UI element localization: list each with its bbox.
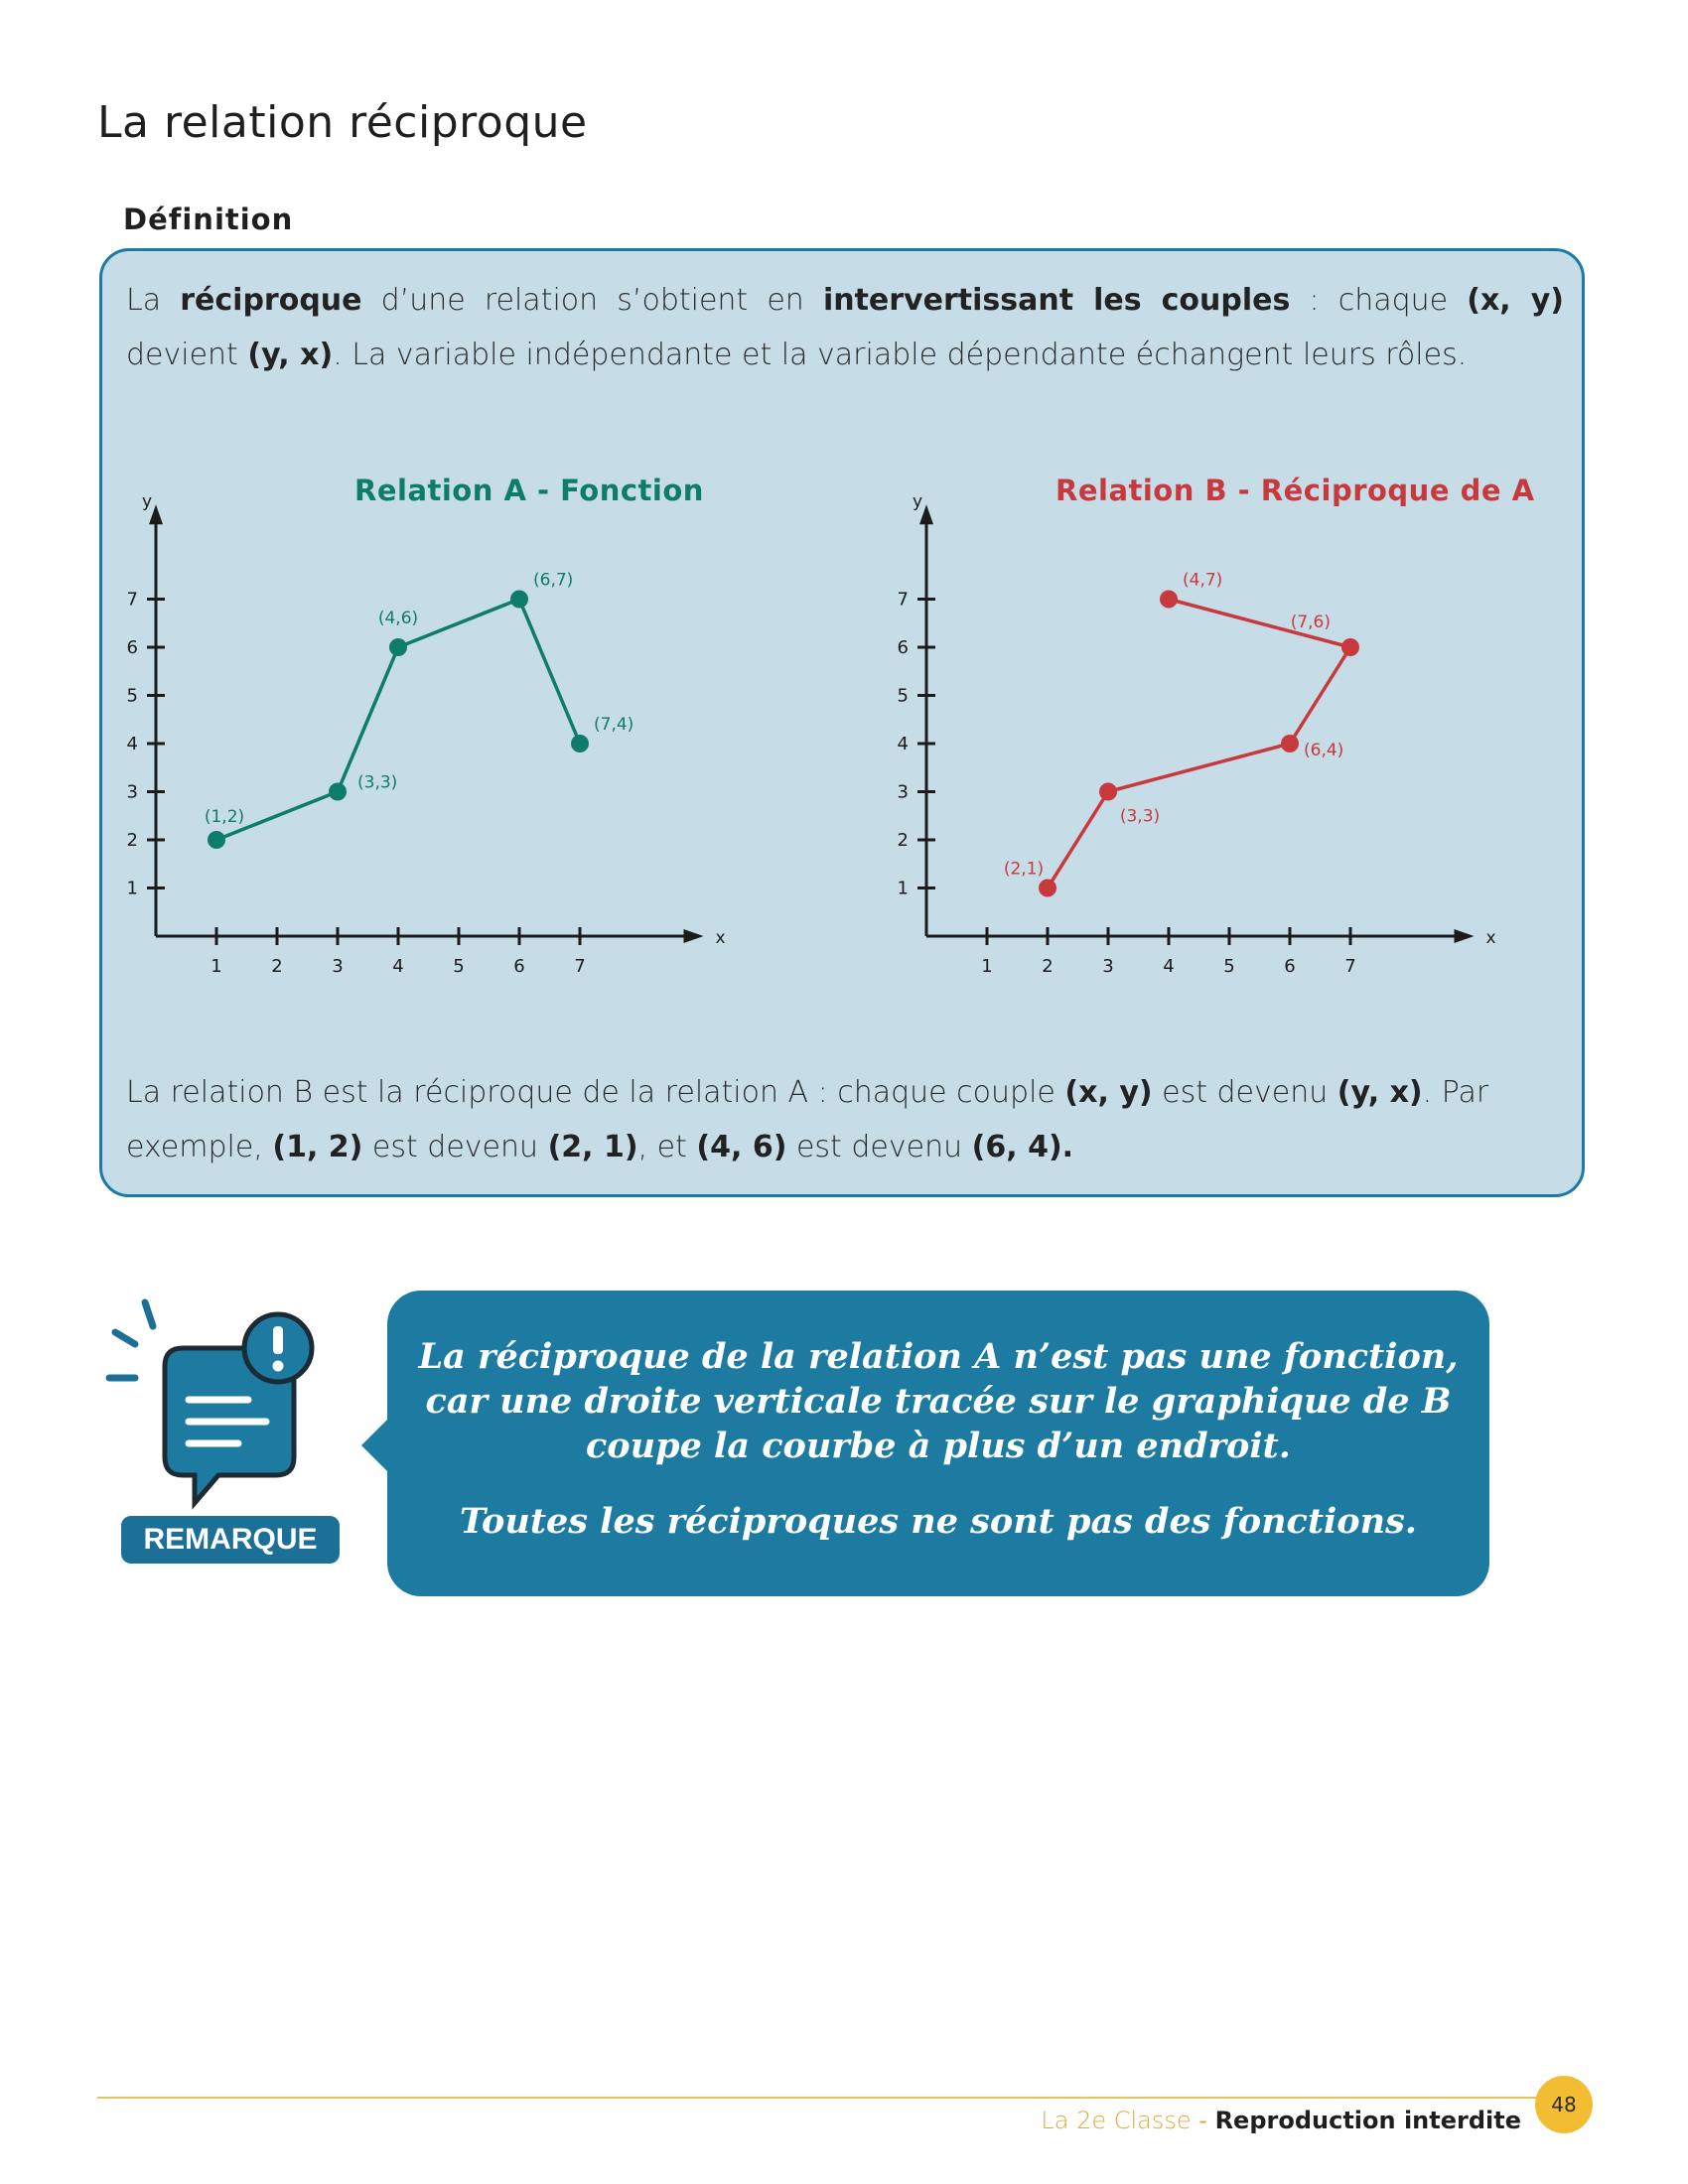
x-axis-arrow (1455, 929, 1475, 943)
x-tick-label: 3 (332, 956, 344, 977)
example-text-part: est devenu (362, 1130, 548, 1164)
page-title: La relation réciproque (97, 97, 588, 148)
data-point (389, 638, 407, 656)
def-text-part: La (126, 283, 181, 318)
data-point (208, 831, 225, 849)
x-tick-label: 4 (1163, 956, 1175, 977)
data-label: (7,6) (1290, 613, 1331, 632)
data-label: (4,7) (1183, 570, 1223, 591)
data-point (1099, 783, 1117, 801)
y-tick-label: 1 (126, 878, 138, 899)
x-tick-label: 7 (574, 956, 586, 977)
x-axis-arrow (684, 929, 704, 943)
y-tick-label: 1 (897, 878, 909, 899)
y-tick-label: 5 (897, 685, 909, 707)
y-tick-label: 3 (897, 781, 909, 803)
remark-text: La réciproque de la relation A n’est pas une fonction, car une droite verticale tracée sur le graphique de B coupe la courbe à plus d’un endroit. (418, 1336, 1459, 1466)
y-tick-label: 2 (897, 830, 909, 851)
chart-a-svg (122, 478, 797, 1004)
example-text-part: . (1061, 1130, 1074, 1164)
y-tick-label: 3 (126, 781, 138, 803)
def-text-part: d’une relation s’obtient en (361, 283, 823, 318)
data-label: (6,4) (1304, 741, 1344, 760)
y-axis-label: y (913, 491, 923, 512)
remark-badge: REMARQUE (121, 1516, 340, 1564)
x-tick-label: 6 (1284, 956, 1296, 977)
chart-a (122, 478, 797, 1004)
def-term-reciproque: réciproque (180, 283, 362, 318)
data-point (1341, 638, 1359, 656)
data-label: (6,7) (533, 570, 574, 591)
series-line (216, 600, 580, 841)
footer-separator: - (1191, 2107, 1215, 2134)
example-text-part: , et (637, 1130, 697, 1164)
def-couple-yx: (y, x) (247, 338, 334, 372)
example-couple: (2, 1) (547, 1130, 638, 1164)
y-tick-label: 6 (897, 637, 909, 658)
example-text-part: La relation B est la réciproque de la relation A : chaque couple (126, 1075, 1065, 1110)
footer-notice: Reproduction interdite (1214, 2107, 1521, 2134)
x-tick-label: 3 (1102, 956, 1114, 977)
definition-text (126, 273, 1564, 382)
x-tick-label: 4 (392, 956, 404, 977)
footer-brand: La 2e Classe (1041, 2107, 1192, 2134)
example-text (126, 1065, 1564, 1174)
def-term-intervertir: intervertissant les couples (822, 283, 1291, 318)
data-point (1281, 735, 1299, 752)
footer-text (1041, 2107, 1521, 2134)
example-couple: (y, x) (1336, 1075, 1423, 1110)
y-tick-label: 6 (126, 637, 138, 658)
example-couple: (6, 4) (971, 1130, 1062, 1164)
x-tick-label: 7 (1344, 956, 1356, 977)
remark-conclusion: Toutes les réciproques ne sont pas des fonctions. (460, 1501, 1417, 1542)
y-tick-label: 7 (126, 589, 138, 611)
def-couple-xy: (x, y) (1467, 283, 1565, 318)
data-point (1160, 591, 1178, 609)
data-point (571, 735, 589, 752)
def-text-part: devient (126, 338, 248, 372)
x-tick-label: 5 (453, 956, 465, 977)
example-text-part: est devenu (786, 1130, 972, 1164)
example-couple: (4, 6) (696, 1130, 787, 1164)
data-label: (3,3) (357, 772, 398, 793)
x-tick-label: 2 (1042, 956, 1054, 977)
example-couple: (x, y) (1064, 1075, 1153, 1110)
x-tick-label: 6 (513, 956, 525, 977)
data-label: (2,1) (1003, 859, 1045, 880)
y-tick-label: 2 (126, 830, 138, 851)
definition-box (99, 248, 1585, 1197)
remark-bubble (387, 1291, 1489, 1596)
y-axis-label: y (142, 491, 153, 512)
chart-a-title: Relation A - Fonction (354, 474, 704, 507)
example-text-part: est devenu (1152, 1075, 1337, 1110)
chart-b-title: Relation B - Réciproque de A (1055, 474, 1535, 507)
data-label: (7,4) (594, 715, 634, 735)
y-tick-label: 4 (897, 734, 909, 754)
remark-bubble-tail (361, 1418, 389, 1473)
example-text-part: . Par exemple, (126, 1075, 1489, 1164)
data-label: (4,6) (377, 609, 419, 628)
def-text-part: : chaque (1290, 283, 1468, 318)
data-label: (3,3) (1119, 806, 1161, 827)
chart-b-svg (893, 478, 1568, 1004)
example-couple: (1, 2) (272, 1130, 363, 1164)
data-point (510, 591, 528, 609)
x-axis-label: x (715, 928, 726, 948)
chart-b (893, 478, 1568, 1004)
x-tick-label: 1 (211, 956, 222, 977)
x-axis-label: x (1485, 928, 1496, 948)
y-tick-label: 4 (126, 734, 138, 754)
y-tick-label: 5 (126, 685, 138, 707)
footer-divider (97, 2097, 1557, 2099)
data-point (1039, 880, 1056, 897)
page-number: 48 (1535, 2076, 1593, 2133)
definition-label: Définition (123, 203, 294, 236)
x-tick-label: 1 (981, 956, 993, 977)
data-label: (1,2) (204, 807, 245, 827)
y-tick-label: 7 (897, 589, 909, 611)
x-tick-label: 5 (1223, 956, 1235, 977)
def-text-part: . La variable indépendante et la variable dépendante échangent leurs rôles. (333, 338, 1468, 372)
x-tick-label: 2 (271, 956, 283, 977)
data-point (329, 783, 347, 801)
